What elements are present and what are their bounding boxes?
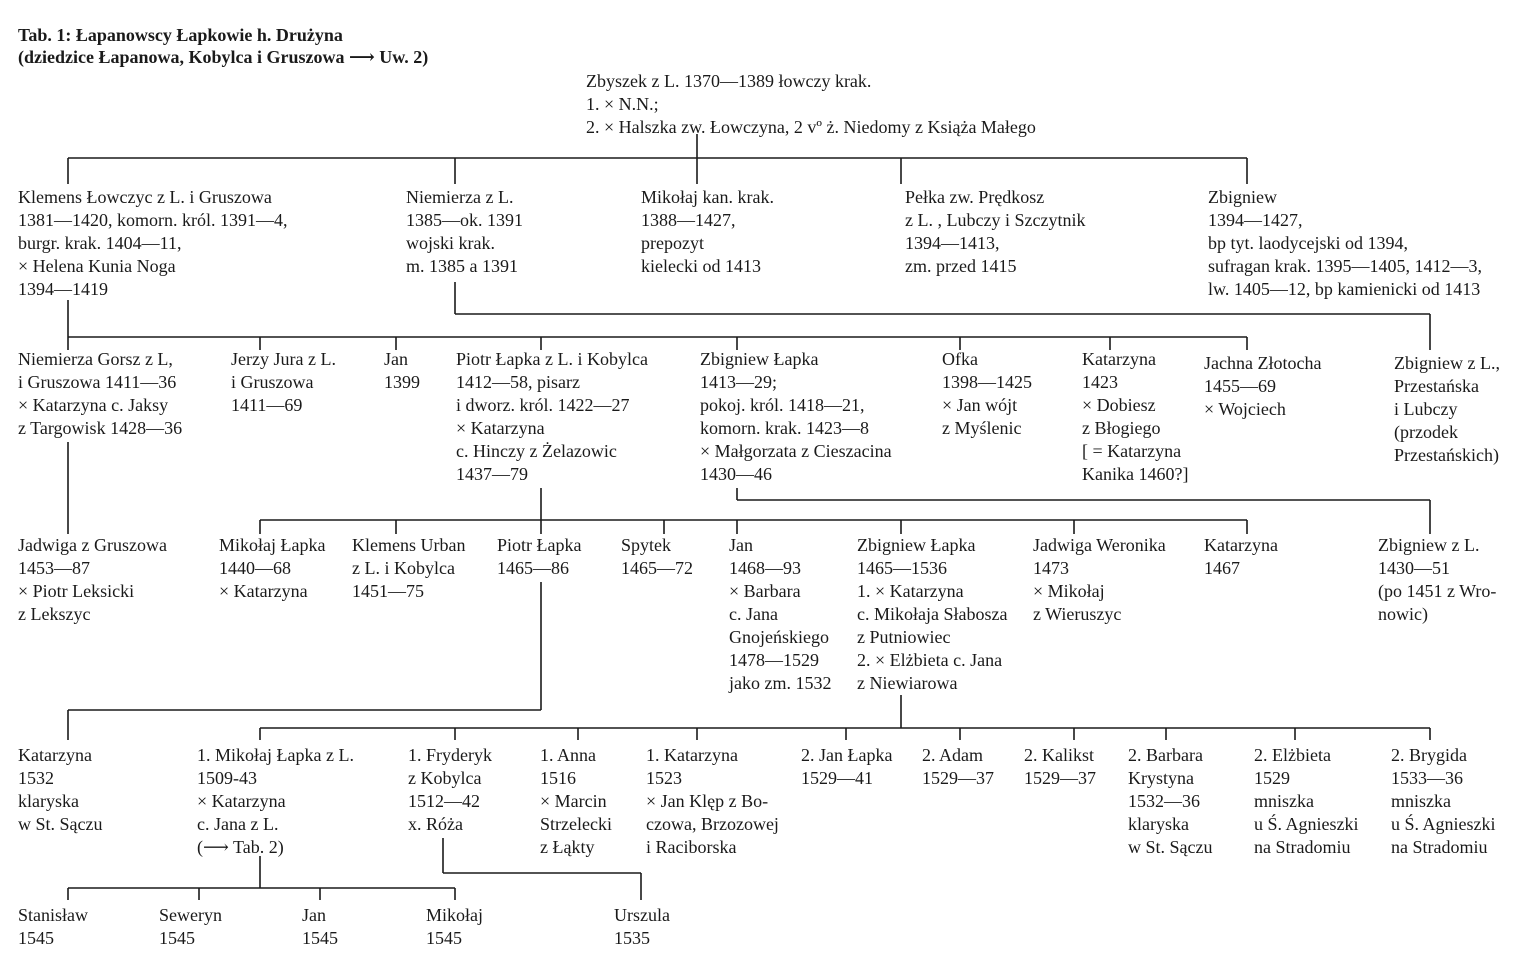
person-line: 1465—72 xyxy=(621,558,693,578)
person-line: na Stradomiu xyxy=(1254,837,1351,857)
person-line: 1529—41 xyxy=(801,768,873,788)
person-line: × Piotr Leksicki xyxy=(18,581,135,601)
person-zbyszek xyxy=(586,70,1036,139)
person-line: 1388—1427, xyxy=(641,210,736,230)
person-line: jako zm. 1532 xyxy=(729,673,832,693)
person-line: 1385—ok. 1391 xyxy=(406,210,523,230)
person-line: (przodek xyxy=(1394,422,1458,442)
person-line: i Gruszowa xyxy=(231,372,314,392)
person-line: z Wieruszyc xyxy=(1033,604,1122,624)
person-klemens xyxy=(18,186,288,301)
person-line: c. Hinczy z Żelazowic xyxy=(456,441,617,461)
person-pelka xyxy=(905,186,1085,278)
person-line: Zbigniew xyxy=(1208,187,1277,207)
person-line: Jadwiga Weronika xyxy=(1033,535,1166,555)
person-katarzyna-klaryska xyxy=(18,744,103,836)
person-line: 1. Mikołaj Łapka z L. xyxy=(197,745,354,765)
person-line: nowic) xyxy=(1378,604,1428,624)
person-line: z Niewiarowa xyxy=(857,673,958,693)
person-elzbieta xyxy=(1254,744,1359,859)
person-anna xyxy=(540,744,612,859)
person-line: 1529—37 xyxy=(922,768,994,788)
person-fryderyk xyxy=(408,744,492,836)
person-line: × Helena Kunia Noga xyxy=(18,256,176,276)
person-line: Gnojeńskiego xyxy=(729,627,829,647)
person-line: Zbigniew z L. xyxy=(1378,535,1480,555)
person-line: i Raciborska xyxy=(646,837,737,857)
person-line: × Katarzyna c. Jaksy xyxy=(18,395,169,415)
person-line: 1529 xyxy=(1254,768,1290,788)
person-line: Klemens Łowczyc z L. i Gruszowa xyxy=(18,187,272,207)
person-line: z Łąkty xyxy=(540,837,595,857)
person-line: Przestańskich) xyxy=(1394,445,1499,465)
person-line: Jerzy Jura z L. xyxy=(231,349,336,369)
person-line: 1. × N.N.; xyxy=(586,94,659,114)
person-line: Jan xyxy=(384,349,408,369)
person-line: [ = Katarzyna xyxy=(1082,441,1182,461)
person-klemens-urban xyxy=(352,534,465,603)
person-line: kielecki od 1413 xyxy=(641,256,761,276)
person-line: 1545 xyxy=(18,928,54,948)
person-line: Katarzyna xyxy=(1204,535,1278,555)
person-line: Mikołaj kan. krak. xyxy=(641,187,774,207)
person-mikolaj-1545 xyxy=(426,904,483,950)
person-line: wojski krak. xyxy=(406,233,495,253)
person-line: × Jan wójt xyxy=(942,395,1018,415)
person-line: 1532 xyxy=(18,768,54,788)
person-line: komorn. krak. 1423—8 xyxy=(700,418,869,438)
person-jachna xyxy=(1204,352,1321,421)
person-line: z Targowisk 1428—36 xyxy=(18,418,183,438)
table-title xyxy=(18,24,428,68)
person-line: × Katarzyna xyxy=(219,581,308,601)
person-line: u Ś. Agnieszki xyxy=(1391,814,1496,834)
person-line: 1545 xyxy=(426,928,462,948)
person-zbigniew-bp xyxy=(1208,186,1482,301)
person-line: z Lekszyc xyxy=(18,604,91,624)
person-spytek xyxy=(621,534,693,580)
person-line: × Katarzyna xyxy=(456,418,545,438)
person-line: prepozyt xyxy=(641,233,704,253)
person-line: mniszka xyxy=(1254,791,1314,811)
person-line: Zbigniew Łapka xyxy=(857,535,976,555)
person-zbigniew-przestanska xyxy=(1394,352,1500,467)
person-line: 2. Kalikst xyxy=(1024,745,1094,765)
person-jan-1399 xyxy=(384,348,420,394)
person-line: Jachna Złotocha xyxy=(1204,353,1322,373)
person-line: z L. i Kobylca xyxy=(352,558,455,578)
person-line: 1398—1425 xyxy=(942,372,1032,392)
person-line: Przestańska xyxy=(1394,376,1479,396)
person-katarzyna-1467 xyxy=(1204,534,1278,580)
person-line: z L. , Lubczy i Szczytnik xyxy=(905,210,1086,230)
person-ofka xyxy=(942,348,1032,440)
person-zbigniew-lapka-1413 xyxy=(700,348,892,486)
person-adam xyxy=(922,744,994,790)
person-line: na Stradomiu xyxy=(1391,837,1488,857)
person-line: Pełka zw. Prędkosz xyxy=(905,187,1045,207)
person-line: 1. Anna xyxy=(540,745,596,765)
person-line: Niemierza Gorsz z L, xyxy=(18,349,173,369)
person-line: i Gruszowa 1411—36 xyxy=(18,372,177,392)
person-line: 1381—1420, komorn. król. 1391—4, xyxy=(18,210,288,230)
person-line: 2. × Halszka zw. Łowczyna, 2 vº ż. Niedomy z Książa Małego xyxy=(586,117,1036,137)
person-jadwiga-gruszowa xyxy=(18,534,167,626)
person-line: × Wojciech xyxy=(1204,399,1286,419)
person-line: burgr. krak. 1404—11, xyxy=(18,233,182,253)
person-line: 2. Elżbieta xyxy=(1254,745,1331,765)
person-line: Piotr Łapka xyxy=(497,535,582,555)
person-line: z Myślenic xyxy=(942,418,1022,438)
person-line: × Katarzyna xyxy=(197,791,286,811)
person-piotr-lapka xyxy=(456,348,648,486)
person-line: klaryska xyxy=(18,791,79,811)
person-piotr-1465 xyxy=(497,534,581,580)
person-line: 1535 xyxy=(614,928,650,948)
title-line-1: Tab. 1: Łapanowscy Łapkowie h. Drużyna xyxy=(18,25,343,45)
person-line: mniszka xyxy=(1391,791,1451,811)
person-line: u Ś. Agnieszki xyxy=(1254,814,1359,834)
person-line: 1440—68 xyxy=(219,558,291,578)
person-line: 1545 xyxy=(302,928,338,948)
person-jan-lapka-1529 xyxy=(801,744,892,790)
person-line: Seweryn xyxy=(159,905,222,925)
person-kalikst xyxy=(1024,744,1096,790)
person-jadwiga-weronika xyxy=(1033,534,1166,626)
person-line: Krystyna xyxy=(1128,768,1194,788)
person-line: 1. × Katarzyna xyxy=(857,581,964,601)
person-line: sufragan krak. 1395—1405, 1412—3, xyxy=(1208,256,1482,276)
person-line: Zbyszek z L. 1370—1389 łowczy krak. xyxy=(586,71,872,91)
person-mikolaj-1440 xyxy=(219,534,325,603)
person-line: 2. Barbara xyxy=(1128,745,1203,765)
person-line: (⟶ Tab. 2) xyxy=(197,837,284,857)
person-line: pokoj. król. 1418—21, xyxy=(700,395,865,415)
person-line: Niemierza z L. xyxy=(406,187,514,207)
person-line: Urszula xyxy=(614,905,670,925)
person-brygida xyxy=(1391,744,1496,859)
person-line: w St. Sączu xyxy=(18,814,103,834)
person-line: 2. Brygida xyxy=(1391,745,1467,765)
person-line: 1430—46 xyxy=(700,464,772,484)
person-mikolaj-1509 xyxy=(197,744,354,859)
person-line: 2. Adam xyxy=(922,745,983,765)
person-seweryn xyxy=(159,904,222,950)
person-line: 1394—1413, xyxy=(905,233,1000,253)
person-line: lw. 1405—12, bp kamienicki od 1413 xyxy=(1208,279,1481,299)
person-line: z Kobylca xyxy=(408,768,482,788)
person-line: czowa, Brzozowej xyxy=(646,814,779,834)
person-line: (po 1451 z Wro- xyxy=(1378,581,1497,601)
person-line: Piotr Łapka z L. i Kobylca xyxy=(456,349,648,369)
title-line-2: (dziedzice Łapanowa, Kobylca i Gruszowa ⟶ Uw. 2) xyxy=(18,47,429,67)
person-line: 1453—87 xyxy=(18,558,90,578)
person-zbigniew-1465 xyxy=(857,534,1007,695)
person-line: i dworz. król. 1422—27 xyxy=(456,395,630,415)
person-line: 1437—79 xyxy=(456,464,528,484)
person-line: zm. przed 1415 xyxy=(905,256,1017,276)
person-line: Jan xyxy=(302,905,326,925)
person-line: Katarzyna xyxy=(1082,349,1156,369)
person-line: Kanika 1460?] xyxy=(1082,464,1189,484)
person-line: 1516 xyxy=(540,768,576,788)
person-line: 1465—1536 xyxy=(857,558,947,578)
person-niemierza xyxy=(406,186,523,278)
person-line: 1509-43 xyxy=(197,768,257,788)
person-line: 1468—93 xyxy=(729,558,801,578)
person-line: Mikołaj Łapka xyxy=(219,535,326,555)
person-line: 1413—29; xyxy=(700,372,778,392)
person-line: 1411—69 xyxy=(231,395,303,415)
person-line: z Błogiego xyxy=(1082,418,1161,438)
person-line: 2. Jan Łapka xyxy=(801,745,893,765)
person-line: Katarzyna xyxy=(18,745,92,765)
person-line: i Lubczy xyxy=(1394,399,1458,419)
person-line: klaryska xyxy=(1128,814,1189,834)
person-line: 1. Katarzyna xyxy=(646,745,738,765)
person-line: c. Jana z L. xyxy=(197,814,279,834)
person-line: 1412—58, pisarz xyxy=(456,372,580,392)
person-mikolaj-kan xyxy=(641,186,774,278)
person-line: Jadwiga z Gruszowa xyxy=(18,535,167,555)
person-line: 2. × Elżbieta c. Jana xyxy=(857,650,1003,670)
person-line: Strzelecki xyxy=(540,814,612,834)
person-zbigniew-1430 xyxy=(1378,534,1496,626)
person-line: Stanisław xyxy=(18,905,88,925)
person-line: 1478—1529 xyxy=(729,650,819,670)
person-line: Zbigniew z L., xyxy=(1394,353,1500,373)
person-katarzyna-1423 xyxy=(1082,348,1188,486)
person-line: 1394—1419 xyxy=(18,279,108,299)
person-jan-1545 xyxy=(302,904,338,950)
person-barbara xyxy=(1128,744,1213,859)
person-katarzyna-1523 xyxy=(646,744,779,859)
person-line: × Jan Klęp z Bo- xyxy=(646,791,769,811)
person-jan-1468 xyxy=(729,534,831,695)
person-line: 1532—36 xyxy=(1128,791,1200,811)
person-line: bp tyt. laodycejski od 1394, xyxy=(1208,233,1408,253)
person-line: w St. Sączu xyxy=(1128,837,1213,857)
person-line: 1399 xyxy=(384,372,420,392)
person-line: × Barbara xyxy=(729,581,801,601)
person-jerzy-jura xyxy=(231,348,336,417)
person-line: 1. Fryderyk xyxy=(408,745,492,765)
person-line: 1430—51 xyxy=(1378,558,1450,578)
person-urszula xyxy=(614,904,670,950)
person-line: 1394—1427, xyxy=(1208,210,1303,230)
person-line: m. 1385 a 1391 xyxy=(406,256,518,276)
person-line: Ofka xyxy=(942,349,978,369)
person-line: × Mikołaj xyxy=(1033,581,1105,601)
person-line: c. Mikołaja Słabosza xyxy=(857,604,1008,624)
person-line: 1455—69 xyxy=(1204,376,1276,396)
person-niemierza-gorsz xyxy=(18,348,182,440)
person-line: 1451—75 xyxy=(352,581,424,601)
person-line: × Małgorzata z Cieszacina xyxy=(700,441,892,461)
person-line: x. Róża xyxy=(408,814,463,834)
person-line: c. Jana xyxy=(729,604,778,624)
person-line: × Dobiesz xyxy=(1082,395,1156,415)
person-stanislaw xyxy=(18,904,88,950)
person-line: 1523 xyxy=(646,768,682,788)
person-line: z Putniowiec xyxy=(857,627,951,647)
person-line: Mikołaj xyxy=(426,905,483,925)
person-line: Klemens Urban xyxy=(352,535,466,555)
person-line: × Marcin xyxy=(540,791,607,811)
person-line: Spytek xyxy=(621,535,672,555)
person-line: 1545 xyxy=(159,928,195,948)
person-line: 1533—36 xyxy=(1391,768,1463,788)
person-line: Zbigniew Łapka xyxy=(700,349,819,369)
person-line: 1512—42 xyxy=(408,791,480,811)
person-line: 1423 xyxy=(1082,372,1118,392)
person-line: 1465—86 xyxy=(497,558,569,578)
person-line: 1473 xyxy=(1033,558,1069,578)
person-line: 1529—37 xyxy=(1024,768,1096,788)
person-line: 1467 xyxy=(1204,558,1240,578)
person-line: Jan xyxy=(729,535,753,555)
